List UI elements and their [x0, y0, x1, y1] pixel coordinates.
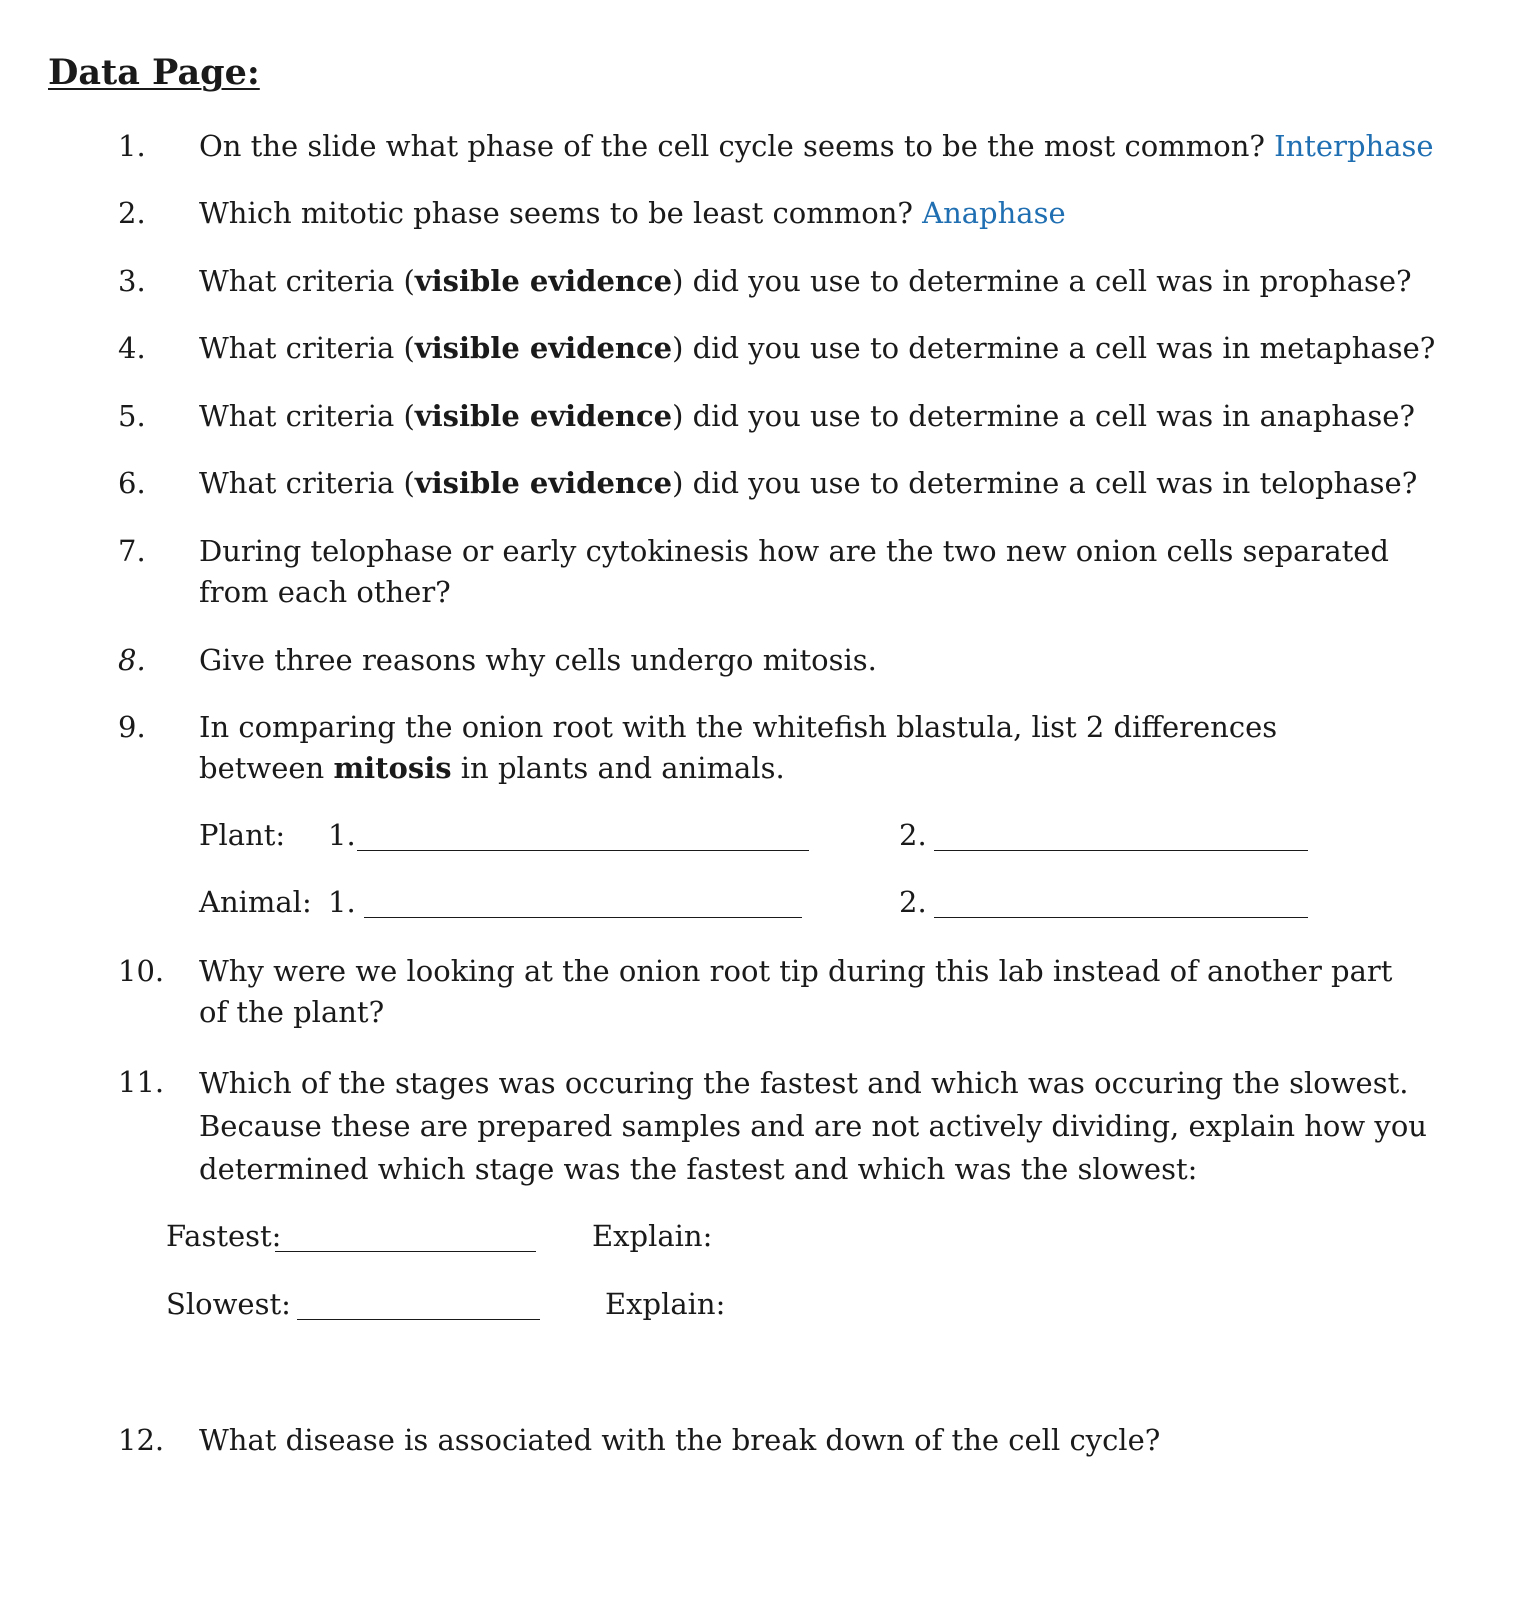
question-prompt: What criteria ( [199, 264, 415, 298]
question-number: 10. [118, 954, 165, 988]
question-prompt-end: in plants and animals. [451, 751, 785, 785]
question-number: 1. [118, 129, 146, 163]
question-text: What disease is associated with the break down of the cell cycle? [199, 1423, 1161, 1457]
question-number: 6. [118, 466, 146, 500]
question-number: 2. [118, 196, 146, 230]
animal-row-label: Animal: [199, 885, 312, 919]
question-text [199, 707, 1399, 789]
question-text [199, 193, 1499, 234]
question-prompt-end: ) did you use to determine a cell was in telophase? [672, 466, 1418, 500]
question-text [199, 396, 1499, 437]
question-number: 8. [118, 643, 146, 677]
plant-row-label: Plant: [199, 818, 286, 852]
plant-difference-2-line[interactable] [934, 820, 1308, 851]
question-text: During telophase or early cytokinesis how are the two new onion cells separated from each other? [199, 534, 1389, 609]
emphasis-text: visible evidence [414, 399, 673, 433]
question-prompt-end: ) did you use to determine a cell was in anaphase? [672, 399, 1415, 433]
answer-text[interactable]: Anaphase [922, 196, 1066, 230]
answer-text[interactable]: Interphase [1274, 129, 1434, 163]
question-prompt: On the slide what phase of the cell cycle seems to be the most common? [199, 129, 1275, 163]
question-prompt-end: ) did you use to determine a cell was in metaphase? [672, 331, 1436, 365]
fastest-label: Fastest: [166, 1219, 282, 1253]
question-number: 12. [118, 1423, 165, 1457]
question-text [199, 463, 1499, 504]
question-prompt-end: ) did you use to determine a cell was in prophase? [672, 264, 1412, 298]
page-title: Data Page: [48, 52, 260, 93]
question-prompt: What criteria ( [199, 331, 415, 365]
question-prompt: What criteria ( [199, 466, 415, 500]
question-number: 11. [118, 1065, 165, 1099]
emphasis-text: visible evidence [414, 466, 673, 500]
question-text [199, 126, 1499, 167]
plant-difference-2-number: 2. [899, 818, 927, 852]
emphasis-text: visible evidence [414, 264, 673, 298]
animal-difference-2-line[interactable] [934, 887, 1308, 918]
animal-difference-1-number: 1. [328, 885, 356, 919]
question-number: 3. [118, 264, 146, 298]
slowest-answer-line[interactable] [297, 1289, 540, 1320]
question-number: 7. [118, 534, 146, 568]
question-number: 4. [118, 331, 146, 365]
plant-difference-1-line[interactable] [357, 820, 809, 851]
question-number: 9. [118, 710, 146, 744]
animal-difference-2-number: 2. [899, 885, 927, 919]
animal-difference-1-line[interactable] [364, 887, 802, 918]
fastest-explain-label: Explain: [592, 1219, 713, 1253]
question-text [199, 261, 1499, 302]
question-text [199, 328, 1499, 369]
question-prompt: What criteria ( [199, 399, 415, 433]
question-text: Which of the stages was occuring the fastest and which was occuring the slowest. Because these are prepared samples and are not actively dividing, explain how you determined which stage was the fastest and which was the slowest: [199, 1066, 1427, 1186]
question-prompt: Which mitotic phase seems to be least common? [199, 196, 923, 230]
fastest-answer-line[interactable] [275, 1221, 536, 1252]
emphasis-text: mitosis [333, 751, 452, 785]
plant-difference-1-number: 1. [328, 818, 356, 852]
slowest-label: Slowest: [166, 1287, 291, 1321]
question-text: Why were we looking at the onion root tip during this lab instead of another part of the plant? [199, 954, 1393, 1029]
emphasis-text: visible evidence [414, 331, 673, 365]
question-prompt: In comparing the onion root with the whitefish blastula, list 2 differences between [199, 710, 1278, 785]
question-text: Give three reasons why cells undergo mitosis. [199, 643, 877, 677]
question-number: 5. [118, 399, 146, 433]
slowest-explain-label: Explain: [605, 1287, 726, 1321]
